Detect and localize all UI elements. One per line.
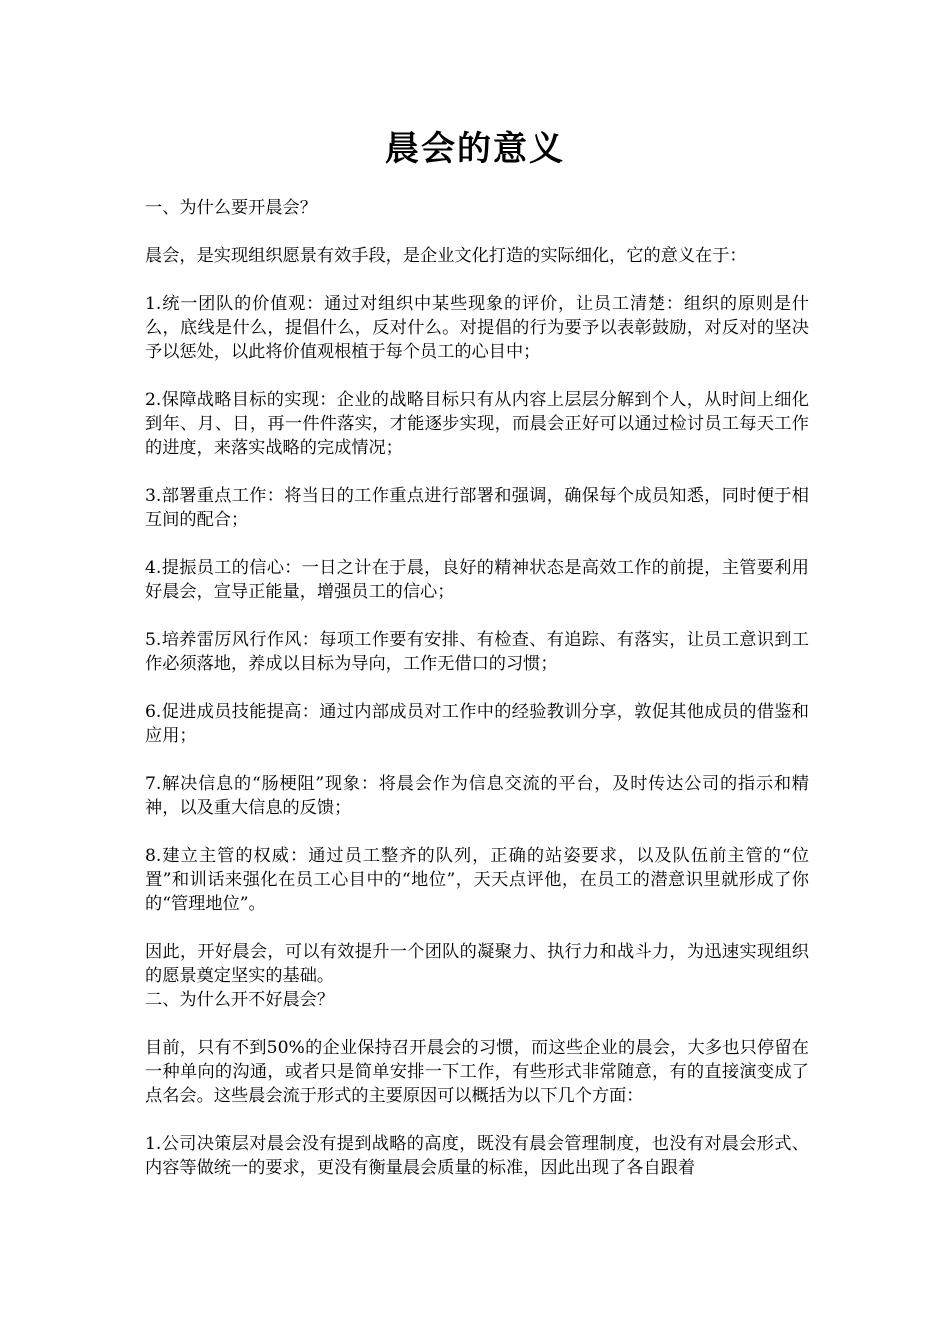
list-item-3: 3.部署重点工作：将当日的工作重点进行部署和强调，确保每个成员知悉，同时便于相互间的配合； [145,486,809,530]
conclusion-paragraph: 因此，开好晨会，可以有效提升一个团队的凝聚力、执行力和战斗力，为迅速实现组织的愿景奠定坚实的基础。 [145,942,809,986]
list-item-1: 1.统一团队的价值观：通过对组织中某些现象的评价，让员工清楚：组织的原则是什么，底线是什么，提倡什么，反对什么。对提倡的行为要予以表彰鼓励，对反对的坚决予以惩处，以此将价值观根植于每个员工的心目中； [145,294,809,362]
document-title: 晨会的意义 [385,129,565,169]
section-2-list-item-1: 1.公司决策层对晨会没有提到战略的高度，既没有晨会管理制度，也没有对晨会形式、内容等做统一的要求，更没有衡量晨会质量的标准，因此出现了各自跟着 [145,1134,809,1178]
list-item-7: 7.解决信息的“肠梗阻”现象：将晨会作为信息交流的平台，及时传达公司的指示和精神，以及重大信息的反馈； [145,774,809,818]
list-item-4: 4.提振员工的信心：一日之计在于晨，良好的精神状态是高效工作的前提，主管要利用好晨会，宣导正能量，增强员工的信心； [145,558,809,602]
document-body [145,196,809,1204]
section-heading-1: 一、为什么要开晨会？ [145,198,317,218]
list-item-5: 5.培养雷厉风行作风：每项工作要有安排、有检查、有追踪、有落实，让员工意识到工作必须落地，养成以目标为导向，工作无借口的习惯； [145,630,809,674]
list-item-6: 6.促进成员技能提高：通过内部成员对工作中的经验教训分享，敦促其他成员的借鉴和应用； [145,702,809,746]
section-heading-2: 二、为什么开不好晨会？ [145,990,335,1010]
section-2-intro-paragraph: 目前，只有不到50%的企业保持召开晨会的习惯，而这些企业的晨会，大多也只停留在一种单向的沟通，或者只是简单安排一下工作，有些形式非常随意，有的直接演变成了点名会。这些晨会流于形式的主要原因可以概括为以下几个方面： [145,1038,809,1106]
list-item-8: 8.建立主管的权威：通过员工整齐的队列，正确的站姿要求，以及队伍前主管的“位置”和训话来强化在员工心目中的“地位”，天天点评他，在员工的潜意识里就形成了你的“管理地位”。 [145,846,809,914]
list-item-2: 2.保障战略目标的实现：企业的战略目标只有从内容上层层分解到个人，从时间上细化到年、月、日，再一件件落实，才能逐步实现，而晨会正好可以通过检讨员工每天工作的进度，来落实战略的完成情况； [145,390,809,458]
intro-paragraph: 晨会，是实现组织愿景有效手段，是企业文化打造的实际细化，它的意义在于： [145,246,747,266]
